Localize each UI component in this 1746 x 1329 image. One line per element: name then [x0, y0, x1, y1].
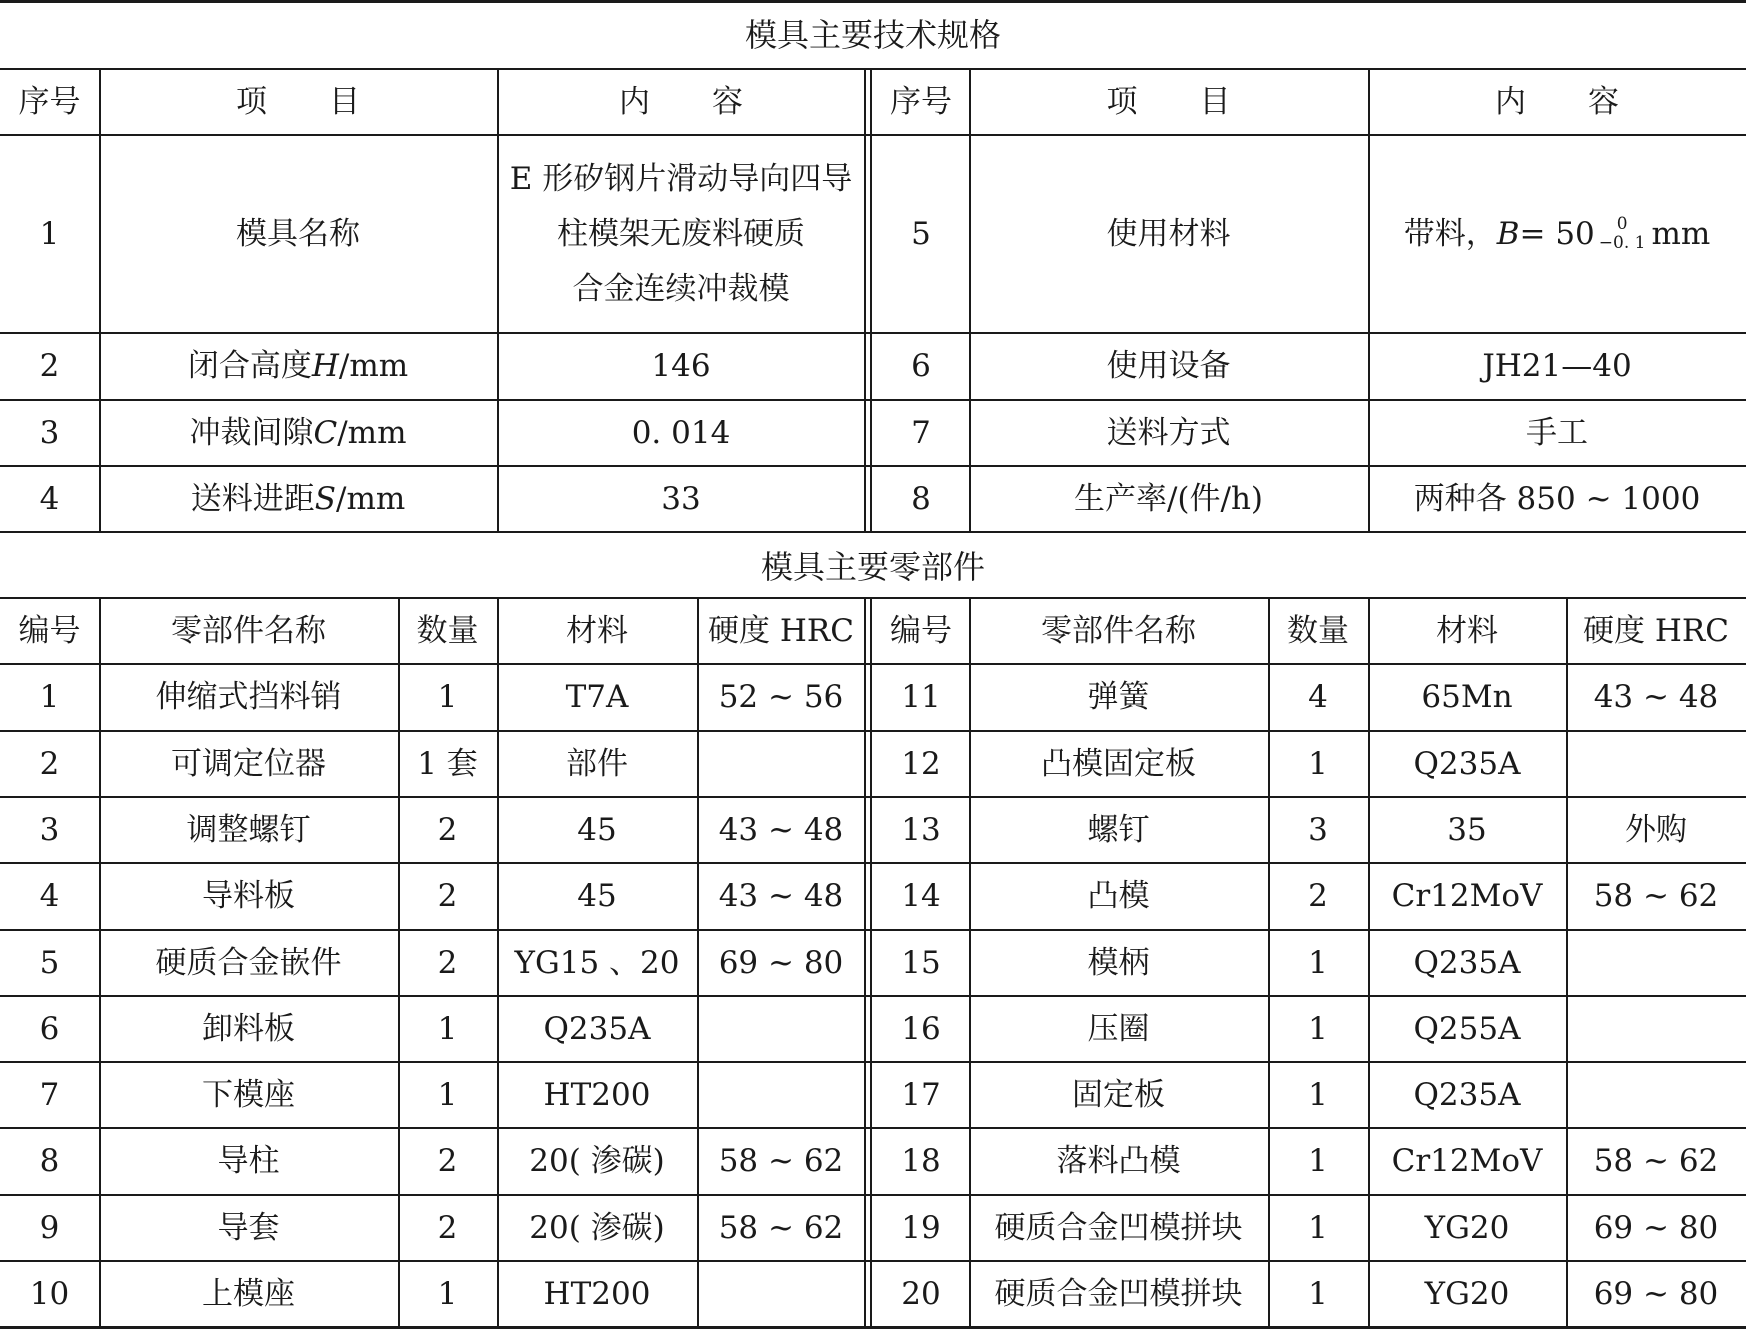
spec-bottom-line	[0, 531, 1746, 533]
parts-row-hardness-left: 58 ~ 62	[718, 1143, 844, 1179]
parts-row-line	[0, 929, 1746, 931]
parts-row-name-right: 螺钉	[1087, 811, 1150, 848]
spec-row-item: 生产率/(件/h)	[1073, 480, 1264, 517]
spec-header-no-right: 序号	[890, 83, 952, 120]
parts-row-name-left: 导套	[217, 1209, 280, 1246]
parts-row-material-left: YG15 、20	[514, 944, 680, 981]
parts-row-line	[0, 730, 1746, 732]
spec-col-divider	[497, 68, 499, 532]
spec-content-prefix: 带料，	[1403, 215, 1497, 252]
spec-header-content-right: 内 容	[1495, 83, 1619, 120]
spec-row-no: 1	[39, 215, 60, 252]
parts-row-name-left: 硬质合金嵌件	[155, 944, 342, 981]
spec-row-line	[0, 332, 1746, 334]
parts-row-material-right: Cr12MoV	[1391, 1143, 1543, 1179]
parts-row-no-left: 8	[39, 1143, 60, 1179]
spec-item-symbol: H	[311, 348, 339, 384]
parts-row-qty-right: 1	[1308, 1275, 1328, 1312]
parts-row-hardness-left: 52 ~ 56	[718, 679, 844, 715]
spec-row-item	[99, 400, 497, 466]
parts-header-no-right: 编号	[890, 612, 952, 649]
parts-row-material-right: 65Mn	[1421, 679, 1513, 715]
parts-row-material-right: YG20	[1424, 1209, 1510, 1246]
parts-header-top-line	[0, 597, 1746, 599]
parts-row-hardness-right: 外购	[1625, 811, 1687, 848]
parts-row-hardness-left: 69 ~ 80	[718, 944, 844, 981]
spec-row-no: 5	[911, 215, 931, 252]
parts-row-material-left: HT200	[543, 1076, 651, 1113]
parts-row-no-left: 9	[39, 1209, 60, 1246]
spec-header-no-left: 序号	[18, 83, 81, 120]
spec-row-content: 146	[651, 348, 711, 384]
parts-row-qty-right: 1	[1308, 745, 1328, 782]
parts-row-name-right: 落料凸模	[1056, 1143, 1181, 1179]
spec-col-divider	[1368, 68, 1370, 532]
spec-row-content: 33	[661, 480, 701, 517]
parts-row-no-left: 10	[29, 1275, 70, 1312]
parts-row-hardness-left	[697, 1062, 865, 1128]
parts-row-material-right: Q235A	[1413, 1076, 1521, 1113]
spec-item-unit: /mm	[336, 480, 406, 517]
parts-row-qty-left: 1 套	[417, 745, 478, 782]
spec-item-label: 送料进距	[190, 480, 315, 517]
parts-row-hardness-right	[1566, 731, 1746, 797]
parts-row-qty-right: 1	[1308, 1209, 1328, 1246]
parts-row-no-left: 7	[39, 1076, 60, 1113]
spec-item-label: 闭合高度	[187, 348, 312, 384]
spec-row-no: 6	[911, 348, 931, 384]
parts-row-hardness-left: 43 ~ 48	[718, 878, 844, 914]
parts-row-name-left: 卸料板	[202, 1010, 295, 1047]
parts-header-hardness-left: 硬度 HRC	[708, 612, 854, 649]
parts-row-line	[0, 862, 1746, 864]
spec-row-content: 两种各 850 ~ 1000	[1413, 480, 1701, 517]
parts-row-qty-right: 2	[1308, 878, 1328, 914]
parts-row-qty-left: 1	[437, 679, 458, 715]
parts-row-no-right: 12	[901, 745, 941, 782]
parts-row-material-left: 20( 渗碳)	[529, 1143, 665, 1179]
parts-row-name-left: 下模座	[202, 1076, 295, 1113]
parts-col-divider	[1566, 597, 1568, 1327]
spec-row-item: 送料方式	[1106, 414, 1231, 451]
parts-row-qty-right: 4	[1308, 679, 1328, 715]
parts-row-line	[0, 1194, 1746, 1196]
spec-content-symbol: B	[1496, 215, 1520, 252]
parts-row-qty-left: 2	[437, 944, 458, 981]
spec-row-item: 使用设备	[1106, 348, 1231, 384]
parts-row-qty-left: 1	[437, 1076, 458, 1113]
parts-row-line	[0, 796, 1746, 798]
spec-item-label: 模具名称	[236, 215, 360, 252]
spec-content-line: 柱模架无废料硬质	[557, 215, 805, 252]
spec-table-title: 模具主要技术规格	[744, 16, 1001, 54]
parts-row-qty-left: 2	[437, 1143, 458, 1179]
parts-row-hardness-left	[697, 996, 865, 1062]
parts-col-divider	[398, 597, 400, 1327]
parts-row-hardness-right	[1566, 930, 1746, 996]
parts-header-name-left: 零部件名称	[171, 612, 326, 649]
parts-row-no-right: 11	[901, 679, 941, 715]
parts-row-hardness-left: 58 ~ 62	[718, 1209, 844, 1246]
spec-row-item: 使用材料	[1106, 215, 1231, 252]
spec-row-item	[99, 466, 497, 532]
parts-row-no-left: 6	[39, 1010, 60, 1047]
parts-row-line	[0, 663, 1746, 665]
parts-row-no-right: 14	[901, 878, 941, 914]
spec-item-label: 冲裁间隙	[189, 414, 314, 451]
parts-row-material-right: 35	[1447, 811, 1487, 848]
spec-row-no: 7	[911, 414, 931, 451]
parts-row-qty-right: 1	[1308, 944, 1328, 981]
parts-row-hardness-right: 69 ~ 80	[1593, 1209, 1719, 1246]
parts-row-hardness-left	[697, 731, 865, 797]
parts-header-material-right: 材料	[1436, 612, 1498, 649]
center-double-rule-left	[864, 68, 866, 532]
parts-row-hardness-right	[1566, 996, 1746, 1062]
parts-row-no-right: 20	[901, 1275, 941, 1312]
spec-content-unit: mm	[1651, 215, 1711, 252]
parts-row-name-left: 调整螺钉	[186, 811, 311, 848]
parts-col-divider	[497, 597, 499, 1327]
parts-row-name-right: 硬质合金凹模拼块	[994, 1275, 1243, 1312]
parts-row-material-right: Cr12MoV	[1391, 878, 1543, 914]
parts-row-no-right: 17	[901, 1076, 941, 1113]
parts-row-qty-left: 2	[437, 878, 458, 914]
spec-item-unit: /mm	[338, 348, 409, 384]
parts-row-material-right: YG20	[1424, 1275, 1510, 1312]
parts-row-hardness-right: 58 ~ 62	[1593, 878, 1719, 914]
parts-row-material-left: 45	[577, 878, 617, 914]
parts-row-name-left: 伸缩式挡料销	[155, 679, 342, 715]
parts-row-no-right: 15	[901, 944, 941, 981]
parts-row-no-left: 3	[39, 811, 60, 848]
tolerance-stack	[1599, 215, 1646, 253]
parts-row-name-right: 固定板	[1072, 1076, 1165, 1113]
parts-row-name-right: 凸模固定板	[1041, 745, 1196, 782]
parts-row-no-right: 19	[901, 1209, 941, 1246]
tolerance-lower: −0. 1	[1598, 233, 1646, 253]
parts-row-hardness-right: 58 ~ 62	[1593, 1143, 1719, 1179]
parts-header-material-left: 材料	[566, 612, 628, 649]
spec-item-symbol: S	[314, 480, 336, 517]
parts-row-name-right: 压圈	[1087, 1010, 1150, 1047]
spec-row-item	[99, 135, 497, 333]
parts-col-divider	[1368, 597, 1370, 1327]
parts-col-divider	[969, 597, 971, 1327]
parts-row-material-left: 20( 渗碳)	[529, 1209, 665, 1246]
parts-header-name-right: 零部件名称	[1041, 612, 1196, 649]
spec-header-item-left: 项 目	[236, 83, 360, 120]
parts-row-qty-right: 1	[1308, 1010, 1328, 1047]
parts-row-hardness-left: 43 ~ 48	[718, 811, 844, 848]
spec-row-item	[99, 333, 497, 400]
spec-col-divider	[969, 68, 971, 532]
parts-row-material-left: 部件	[566, 745, 628, 782]
parts-row-name-left: 导柱	[217, 1143, 280, 1179]
parts-row-name-left: 可调定位器	[171, 745, 326, 782]
parts-row-line	[0, 1127, 1746, 1129]
spec-content-value: = 50	[1519, 215, 1595, 252]
spec-header-bottom-line	[0, 134, 1746, 136]
parts-row-qty-right: 3	[1308, 811, 1328, 848]
parts-row-no-left: 1	[39, 679, 60, 715]
spec-row-no: 2	[39, 348, 60, 384]
parts-row-qty-right: 1	[1308, 1076, 1328, 1113]
parts-col-divider	[697, 597, 699, 1327]
parts-row-name-right: 凸模	[1087, 878, 1150, 914]
tolerance-upper: 0	[1616, 214, 1628, 234]
parts-row-line	[0, 1061, 1746, 1063]
spec-header-item-right: 项 目	[1106, 83, 1231, 120]
parts-row-material-left: 45	[577, 811, 617, 848]
parts-row-qty-left: 1	[437, 1275, 458, 1312]
parts-table-title: 模具主要零部件	[760, 548, 985, 586]
parts-row-material-left: T7A	[565, 679, 629, 715]
parts-row-hardness-left	[697, 1261, 865, 1327]
spec-item-unit: /mm	[337, 414, 407, 451]
parts-row-material-right: Q235A	[1413, 745, 1521, 782]
spec-col-divider	[99, 68, 101, 532]
parts-row-no-left: 5	[39, 944, 60, 981]
spec-row-no: 4	[39, 480, 60, 517]
parts-row-no-left: 2	[39, 745, 60, 782]
center-double-rule-right	[870, 597, 872, 1327]
spec-header-top-line	[0, 68, 1746, 70]
parts-row-no-right: 16	[901, 1010, 941, 1047]
parts-col-divider	[1268, 597, 1270, 1327]
spec-content-line: E 形矽钢片滑动导向四导	[509, 160, 853, 197]
center-double-rule-right	[870, 68, 872, 532]
spec-row-line	[0, 399, 1746, 401]
parts-header-hardness-right: 硬度 HRC	[1583, 612, 1729, 649]
parts-row-hardness-right: 43 ~ 48	[1593, 679, 1719, 715]
spec-header-content-left: 内 容	[619, 83, 743, 120]
parts-header-no-left: 编号	[18, 612, 81, 649]
spec-row-no: 8	[911, 480, 931, 517]
parts-row-no-right: 13	[901, 811, 941, 848]
spec-row-content: JH21—40	[1482, 348, 1632, 384]
spec-row-content: 0. 014	[631, 414, 731, 451]
parts-row-no-right: 18	[901, 1143, 941, 1179]
parts-row-hardness-right	[1566, 1062, 1746, 1128]
parts-row-name-left: 上模座	[202, 1275, 295, 1312]
parts-row-qty-right: 1	[1308, 1143, 1328, 1179]
parts-row-name-left: 导料板	[202, 878, 295, 914]
parts-row-material-right: Q255A	[1413, 1010, 1521, 1047]
spec-content-line: 合金连续冲裁模	[572, 270, 790, 307]
parts-row-line	[0, 995, 1746, 997]
parts-row-qty-left: 2	[437, 811, 458, 848]
parts-row-material-left: HT200	[543, 1275, 651, 1312]
parts-header-qty-left: 数量	[416, 612, 479, 649]
parts-row-name-right: 模柄	[1087, 944, 1150, 981]
spec-row-content	[1368, 135, 1746, 333]
spec-row-no: 3	[39, 414, 60, 451]
parts-row-line	[0, 1260, 1746, 1262]
parts-row-no-left: 4	[39, 878, 60, 914]
spec-row-content	[497, 135, 865, 333]
spec-item-symbol: C	[313, 414, 338, 451]
parts-row-material-right: Q235A	[1413, 944, 1521, 981]
parts-row-material-left: Q235A	[543, 1010, 651, 1047]
parts-row-name-right: 硬质合金凹模拼块	[994, 1209, 1243, 1246]
spec-row-line	[0, 465, 1746, 467]
parts-row-qty-left: 2	[437, 1209, 458, 1246]
center-double-rule-left	[864, 597, 866, 1327]
spec-row-content: 手工	[1526, 414, 1588, 451]
parts-row-name-right: 弹簧	[1087, 679, 1150, 715]
top-border	[0, 0, 1746, 3]
parts-row-qty-left: 1	[437, 1010, 458, 1047]
parts-col-divider	[99, 597, 101, 1327]
parts-row-hardness-right: 69 ~ 80	[1593, 1275, 1719, 1312]
parts-header-qty-right: 数量	[1287, 612, 1349, 649]
